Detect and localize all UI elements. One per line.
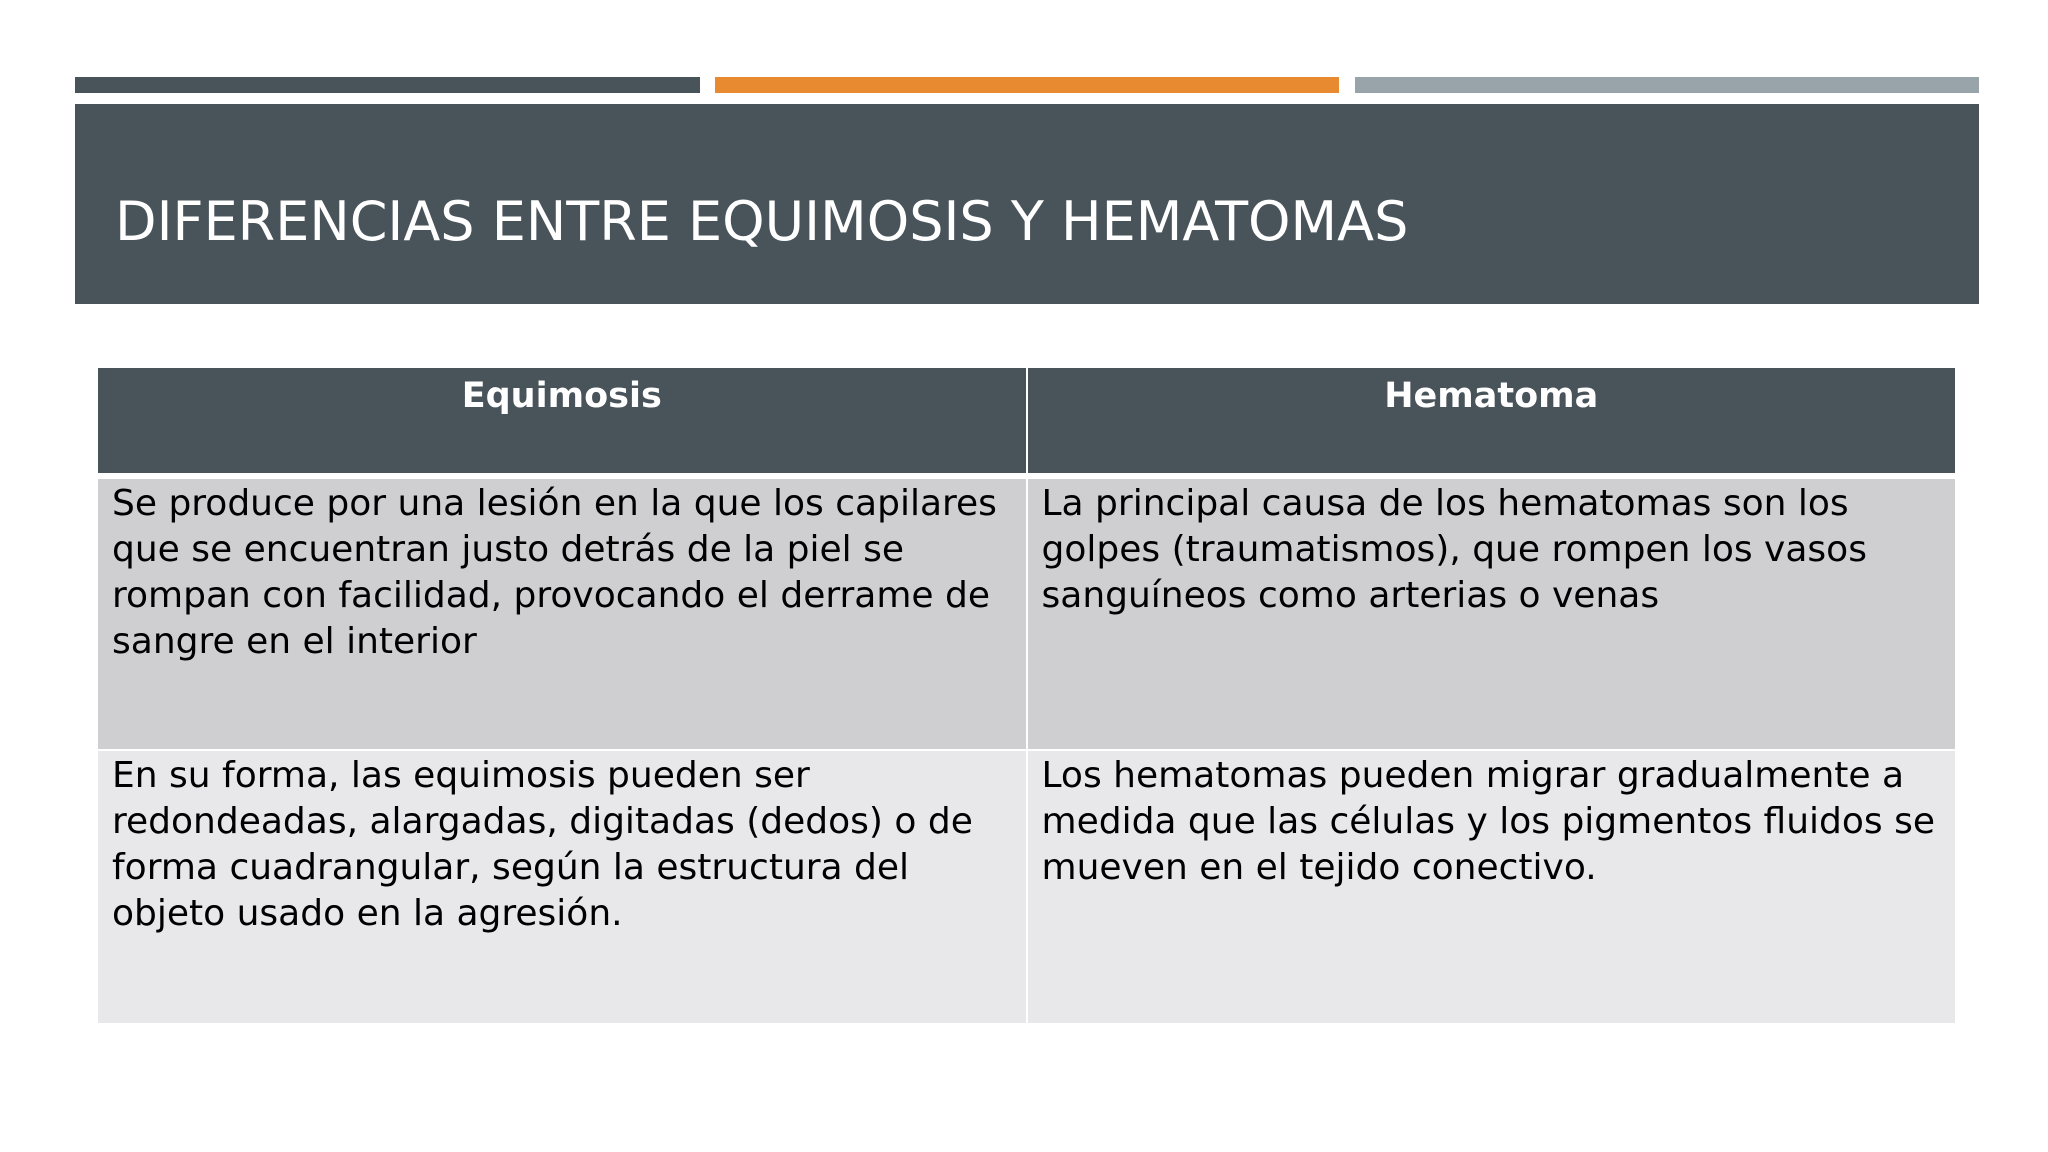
slide-title: DIFERENCIAS ENTRE EQUIMOSIS Y HEMATOMAS [115,190,1409,253]
table-cell-hematoma: La principal causa de los hematomas son los golpes (traumatismos), que rompen los vasos sanguíneos como arterias o venas [1027,476,1956,750]
table-row [98,476,1955,750]
table-row [98,750,1955,1024]
column-header-equimosis: Equimosis [98,368,1027,476]
table-cell-equimosis: En su forma, las equimosis pueden ser redondeadas, alargadas, digitadas (dedos) o de forma cuadrangular, según la estructura del objeto usado en la agresión. [98,750,1027,1024]
accent-bar-orange [715,77,1339,93]
column-header-hematoma: Hematoma [1027,368,1956,476]
comparison-table-container [98,368,1955,1025]
accent-bar-dark [75,77,700,93]
title-band [75,104,1979,304]
table-header-row [98,368,1955,476]
table-cell-hematoma: Los hematomas pueden migrar gradualmente a medida que las células y los pigmentos fluidos se mueven en el tejido conectivo. [1027,750,1956,1024]
table-cell-equimosis: Se produce por una lesión en la que los capilares que se encuentran justo detrás de la piel se rompan con facilidad, provocando el derrame de sangre en el interior [98,476,1027,750]
comparison-table [98,368,1955,1025]
accent-bar-gray [1355,77,1979,93]
